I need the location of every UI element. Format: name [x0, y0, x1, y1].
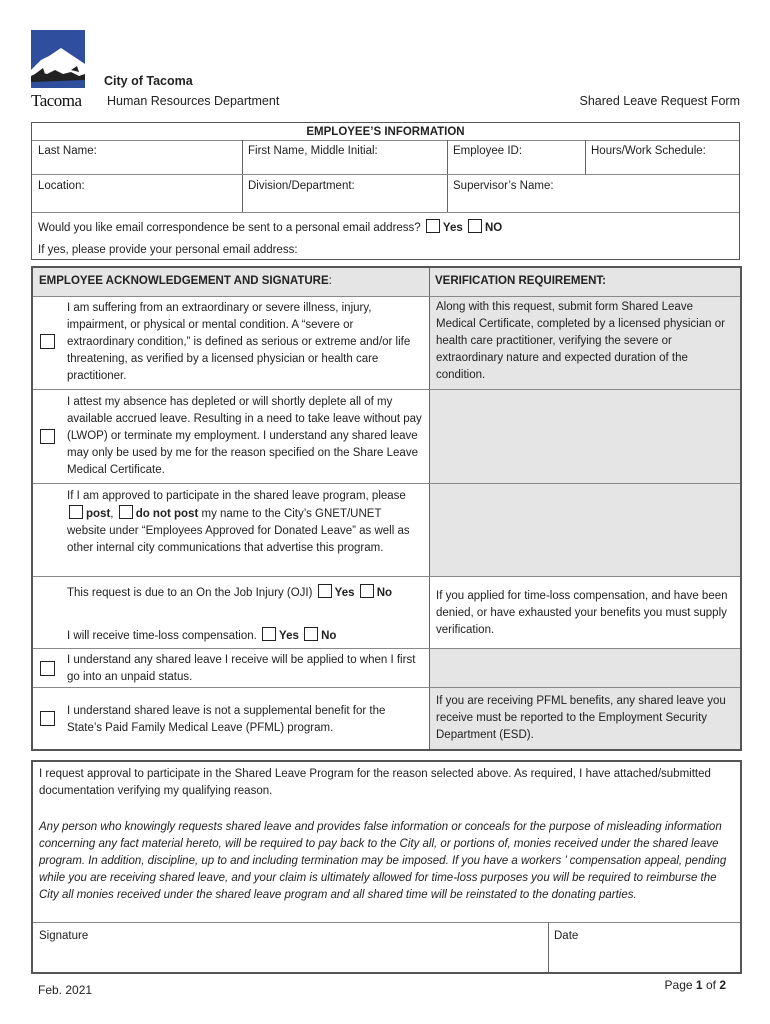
timeloss-question: I will receive time-loss compensation. Yes No: [61, 625, 429, 647]
oji-no-checkbox[interactable]: [360, 584, 374, 598]
leave-depleted-checkbox[interactable]: [40, 429, 55, 444]
email-question-row: [32, 217, 739, 239]
row3-verification-empty: [430, 484, 740, 576]
post-checkbox[interactable]: [69, 505, 83, 519]
post-name-statement: If I am approved to participate in the shared leave program, please post, do not post my name to the City’s GNET/UNET website under “Employees Approved for Donated Leave” as well as other internal city communications that advertise this program.: [67, 490, 410, 554]
verification-title: VERIFICATION REQUIREMENT:: [429, 268, 740, 296]
leave-depleted-statement: I attest my absence has depleted or will shortly deplete all of my available accrued leave. Resulting in a need to take leave without pay (LWOP) or terminate my employment. I understand any shared leave may only be used by me for the reason specified on the Share Leave Medical Certificate.: [67, 396, 422, 476]
timeloss-no-checkbox[interactable]: [304, 627, 318, 641]
false-information-warning: Any person who knowingly requests shared leave and provides false information or conceals for the purpose of misleading information concerning any fact material hereto, will be required to pay back to the City all, or portions of, monies received under the shared leave program. In addition, discipline, up to and including termination may be imposed. If you have a workers ’ compensation appeal, pending while you are receiving shared leave, and your claim is ultimately allowed for time-loss purposes you will be required to reimburse the City all monies received under the shared leave program and all shared time will be reinstated to the donating parties.: [39, 821, 727, 901]
do-not-post-checkbox[interactable]: [119, 505, 133, 519]
email-no-checkbox[interactable]: [468, 219, 482, 233]
unpaid-status-statement: I understand any shared leave I receive will be applied to when I first go into an unpaid status.: [67, 654, 416, 683]
city-logo: [31, 30, 87, 110]
condition-statement: I am suffering from an extraordinary or severe illness, injury, impairment, or physical or mental condition. A “severe or extraordinary condition,” is defined as serious or extreme and/or life threatening, as verified by a licensed physician or health care practitioner.: [67, 302, 411, 382]
pfml-checkbox[interactable]: [40, 711, 55, 726]
timeloss-verification: If you applied for time-loss compensation, and have been denied, or have exhausted your benefits you must supply verification.: [436, 590, 728, 636]
oji-yes-checkbox[interactable]: [318, 584, 332, 598]
page-number: Page 1 of 2: [664, 978, 726, 992]
request-statement: I request approval to participate in the Shared Leave Program for the reason selected above. As required, I have attached/submitted documentation verifying my qualifying reason.: [39, 768, 711, 797]
first-name-field[interactable]: First Name, Middle Initial:: [248, 145, 378, 157]
division-field[interactable]: Division/Department:: [248, 180, 355, 192]
logo-text: Tacoma: [31, 91, 82, 110]
email-yes-checkbox[interactable]: [426, 219, 440, 233]
acknowledgement-title: EMPLOYEE ACKNOWLEDGEMENT AND SIGNATURE:: [33, 268, 429, 296]
location-field[interactable]: Location:: [38, 180, 85, 192]
pfml-statement: I understand shared leave is not a supplemental benefit for the State’s Paid Family Medical Leave (PFML) program.: [67, 705, 386, 734]
row2-verification-empty: [430, 390, 740, 483]
request-section: [31, 760, 742, 974]
email-yes-label: Yes: [442, 222, 463, 234]
org-name: City of Tacoma: [104, 74, 193, 88]
signature-field[interactable]: Signature: [39, 930, 89, 942]
supervisor-field[interactable]: Supervisor’s Name:: [453, 180, 554, 192]
section-title: EMPLOYEE’S INFORMATION: [306, 126, 465, 138]
medical-certificate-requirement: Along with this request, submit form Shared Leave Medical Certificate, completed by a licensed physician or health care practitioner, verifying the severe or extraordinary nature and expected duration of the condition.: [430, 297, 740, 389]
form-title: Shared Leave Request Form: [579, 94, 740, 108]
timeloss-yes-checkbox[interactable]: [262, 627, 276, 641]
email-question: Would you like email correspondence be sent to a personal email address?: [38, 222, 421, 234]
last-name-field[interactable]: Last Name:: [38, 145, 97, 157]
employee-info-section: [31, 122, 740, 260]
acknowledgement-section: [31, 266, 742, 751]
condition-checkbox[interactable]: [40, 334, 55, 349]
email-no-label: NO: [484, 222, 503, 234]
employee-id-field[interactable]: Employee ID:: [453, 145, 523, 157]
hours-schedule-field[interactable]: Hours/Work Schedule:: [591, 145, 706, 157]
oji-question: This request is due to an On the Job Injury (OJI) Yes No: [61, 582, 429, 604]
department-name: Human Resources Department: [107, 94, 280, 108]
revision-date: Feb. 2021: [38, 983, 93, 997]
personal-email-field[interactable]: If yes, please provide your personal email address:: [38, 244, 298, 256]
row5-verification-empty: [430, 649, 740, 687]
unpaid-status-checkbox[interactable]: [40, 661, 55, 676]
date-field[interactable]: Date: [554, 930, 579, 942]
pfml-verification: If you are receiving PFML benefits, any shared leave you receive must be reported to the Employment Security Department (ESD).: [430, 688, 740, 749]
